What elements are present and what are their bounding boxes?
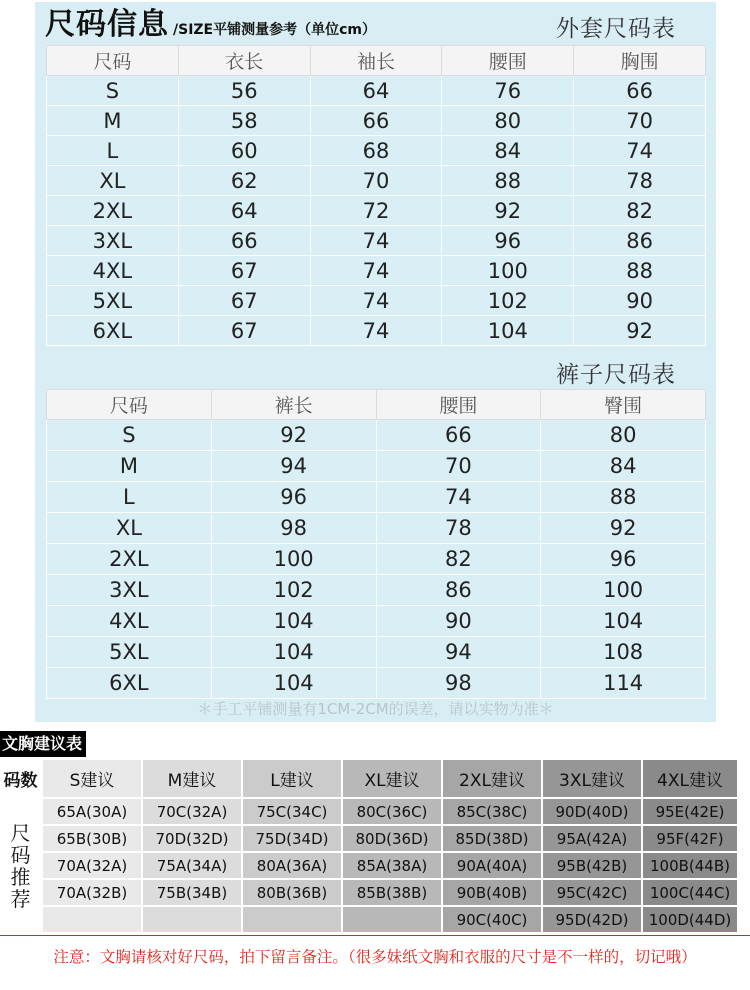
bra-row [0, 798, 738, 825]
bra-cell: 75B(34B) [142, 879, 242, 906]
bra-cell: 90D(40D) [542, 798, 642, 825]
table-row [47, 106, 706, 136]
bra-column-header: 2XL建议 [442, 760, 542, 798]
column-header: 裤长 [211, 390, 376, 420]
table-cell: 96 [442, 226, 574, 256]
table-cell: L [47, 482, 212, 513]
table-cell: 58 [178, 106, 310, 136]
table-cell: 64 [178, 196, 310, 226]
table-cell: 88 [442, 166, 574, 196]
table-cell: 66 [178, 226, 310, 256]
table-cell: 92 [442, 196, 574, 226]
table-cell: 90 [376, 606, 541, 637]
bra-cell [242, 906, 342, 933]
pants-size-table [46, 389, 706, 699]
table-cell: M [47, 451, 212, 482]
table-cell: S [47, 420, 212, 451]
bra-cell: 100C(44C) [642, 879, 738, 906]
column-header: 腰围 [442, 46, 574, 76]
bra-cell: 100D(44D) [642, 906, 738, 933]
table-cell: 67 [178, 256, 310, 286]
table-cell: 102 [211, 575, 376, 606]
bra-column-header: M建议 [142, 760, 242, 798]
table-cell: L [47, 136, 179, 166]
table-cell: 74 [310, 286, 442, 316]
table-cell: 80 [442, 106, 574, 136]
bra-cell: 95C(42C) [542, 879, 642, 906]
table-row [47, 166, 706, 196]
bra-cell [142, 906, 242, 933]
table-header-row [47, 390, 706, 420]
bra-row [0, 825, 738, 852]
table-cell: 100 [442, 256, 574, 286]
table-header-row [47, 46, 706, 76]
pants-table-title: 裤子尺码表 [556, 362, 676, 388]
table-cell: 66 [376, 420, 541, 451]
table-cell: 72 [310, 196, 442, 226]
jacket-table-title: 外套尺码表 [556, 16, 676, 42]
column-header: 腰围 [376, 390, 541, 420]
table-row [47, 286, 706, 316]
table-cell: 74 [574, 136, 706, 166]
table-cell: 96 [211, 482, 376, 513]
table-cell: 74 [376, 482, 541, 513]
table-row [47, 668, 706, 699]
table-cell: 100 [211, 544, 376, 575]
table-cell: 78 [574, 166, 706, 196]
table-cell: 56 [178, 76, 310, 106]
table-cell: 78 [376, 513, 541, 544]
table-cell: 108 [541, 637, 706, 668]
bra-row [0, 879, 738, 906]
table-cell: 76 [442, 76, 574, 106]
table-row [47, 316, 706, 346]
table-cell: 5XL [47, 286, 179, 316]
jacket-size-table [46, 45, 706, 346]
table-cell: 4XL [47, 606, 212, 637]
column-header: 胸围 [574, 46, 706, 76]
table-cell: S [47, 76, 179, 106]
table-cell: XL [47, 166, 179, 196]
table-row [47, 256, 706, 286]
table-cell: 74 [310, 226, 442, 256]
table-cell: 60 [178, 136, 310, 166]
bra-cell: 85A(38A) [342, 852, 442, 879]
bra-size-table [0, 760, 739, 934]
bra-cell [42, 906, 142, 933]
bra-row-label: 尺码推荐 [0, 798, 42, 933]
bra-cell: 75A(34A) [142, 852, 242, 879]
bra-column-header: 3XL建议 [542, 760, 642, 798]
table-row [47, 637, 706, 668]
bra-cell: 65B(30B) [42, 825, 142, 852]
bra-column-header: L建议 [242, 760, 342, 798]
bra-cell: 90A(40A) [442, 852, 542, 879]
table-cell: 3XL [47, 575, 212, 606]
bra-corner-label: 码数 [0, 760, 42, 798]
table-row [47, 575, 706, 606]
table-cell: 104 [211, 637, 376, 668]
table-cell: 92 [211, 420, 376, 451]
table-row [47, 513, 706, 544]
table-cell: 94 [376, 637, 541, 668]
bra-cell: 85C(38C) [442, 798, 542, 825]
bra-row [0, 852, 738, 879]
table-row [47, 136, 706, 166]
table-cell: 102 [442, 286, 574, 316]
table-cell: 100 [541, 575, 706, 606]
bra-cell: 95A(42A) [542, 825, 642, 852]
footer-divider [0, 935, 750, 936]
bra-cell: 70A(32A) [42, 852, 142, 879]
table-cell: 74 [310, 256, 442, 286]
table-cell: 6XL [47, 316, 179, 346]
table-row [47, 226, 706, 256]
table-row [47, 606, 706, 637]
table-cell: 82 [574, 196, 706, 226]
table-cell: 92 [574, 316, 706, 346]
bra-column-header: S建议 [42, 760, 142, 798]
table-cell: 66 [310, 106, 442, 136]
page-title: 尺码信息 [45, 7, 169, 42]
table-cell: 104 [442, 316, 574, 346]
bra-cell: 80A(36A) [242, 852, 342, 879]
table-cell: 84 [541, 451, 706, 482]
table-cell: 86 [376, 575, 541, 606]
table-cell: 104 [211, 606, 376, 637]
table-cell: 84 [442, 136, 574, 166]
column-header: 尺码 [47, 390, 212, 420]
table-row [47, 76, 706, 106]
bra-cell: 85D(38D) [442, 825, 542, 852]
bra-cell [342, 906, 442, 933]
table-row [47, 451, 706, 482]
table-cell: 70 [574, 106, 706, 136]
table-cell: 92 [541, 513, 706, 544]
table-cell: 4XL [47, 256, 179, 286]
column-header: 臀围 [541, 390, 706, 420]
bra-column-header: 4XL建议 [642, 760, 738, 798]
bra-cell: 70D(32D) [142, 825, 242, 852]
bra-cell: 70C(32A) [142, 798, 242, 825]
table-cell: XL [47, 513, 212, 544]
table-row [47, 196, 706, 226]
table-row [47, 420, 706, 451]
table-cell: 67 [178, 316, 310, 346]
table-row [47, 544, 706, 575]
table-cell: 62 [178, 166, 310, 196]
column-header: 袖长 [310, 46, 442, 76]
table-cell: M [47, 106, 179, 136]
page-subtitle: /SIZE平铺测量参考（单位cm） [173, 22, 377, 38]
measurement-note: ＊手工平铺测量有1CM-2CM的误差，请以实物为准＊ [197, 700, 554, 718]
bra-table-title: 文胸建议表 [0, 731, 86, 757]
table-cell: 5XL [47, 637, 212, 668]
bra-row [0, 906, 738, 933]
table-cell: 94 [211, 451, 376, 482]
bra-cell: 95F(42F) [642, 825, 738, 852]
table-cell: 3XL [47, 226, 179, 256]
table-cell: 66 [574, 76, 706, 106]
table-cell: 86 [574, 226, 706, 256]
table-cell: 104 [541, 606, 706, 637]
bra-cell: 75D(34D) [242, 825, 342, 852]
table-cell: 88 [541, 482, 706, 513]
column-header: 衣长 [178, 46, 310, 76]
bra-cell: 80D(36D) [342, 825, 442, 852]
table-cell: 98 [211, 513, 376, 544]
table-cell: 6XL [47, 668, 212, 699]
table-cell: 2XL [47, 196, 179, 226]
bra-cell: 80B(36B) [242, 879, 342, 906]
table-cell: 74 [310, 316, 442, 346]
table-cell: 64 [310, 76, 442, 106]
table-cell: 104 [211, 668, 376, 699]
bra-cell: 100B(44B) [642, 852, 738, 879]
bra-cell: 85B(38B) [342, 879, 442, 906]
table-cell: 68 [310, 136, 442, 166]
bra-cell: 80C(36C) [342, 798, 442, 825]
bra-cell: 70A(32B) [42, 879, 142, 906]
bra-cell: 95B(42B) [542, 852, 642, 879]
bra-cell: 75C(34C) [242, 798, 342, 825]
table-cell: 88 [574, 256, 706, 286]
table-row [47, 482, 706, 513]
bra-cell: 95D(42D) [542, 906, 642, 933]
table-cell: 90 [574, 286, 706, 316]
table-cell: 114 [541, 668, 706, 699]
bra-header-row [0, 760, 738, 798]
bra-cell: 65A(30A) [42, 798, 142, 825]
column-header: 尺码 [47, 46, 179, 76]
table-cell: 2XL [47, 544, 212, 575]
table-cell: 70 [376, 451, 541, 482]
table-cell: 80 [541, 420, 706, 451]
bra-column-header: XL建议 [342, 760, 442, 798]
footer-notice: 注意：文胸请核对好尺码，拍下留言备注。（很多妹纸文胸和衣服的尺寸是不一样的，切记哦） [53, 948, 697, 966]
table-cell: 82 [376, 544, 541, 575]
table-cell: 70 [310, 166, 442, 196]
bra-cell: 90C(40C) [442, 906, 542, 933]
table-cell: 98 [376, 668, 541, 699]
table-cell: 67 [178, 286, 310, 316]
bra-cell: 90B(40B) [442, 879, 542, 906]
bra-cell: 95E(42E) [642, 798, 738, 825]
table-cell: 96 [541, 544, 706, 575]
